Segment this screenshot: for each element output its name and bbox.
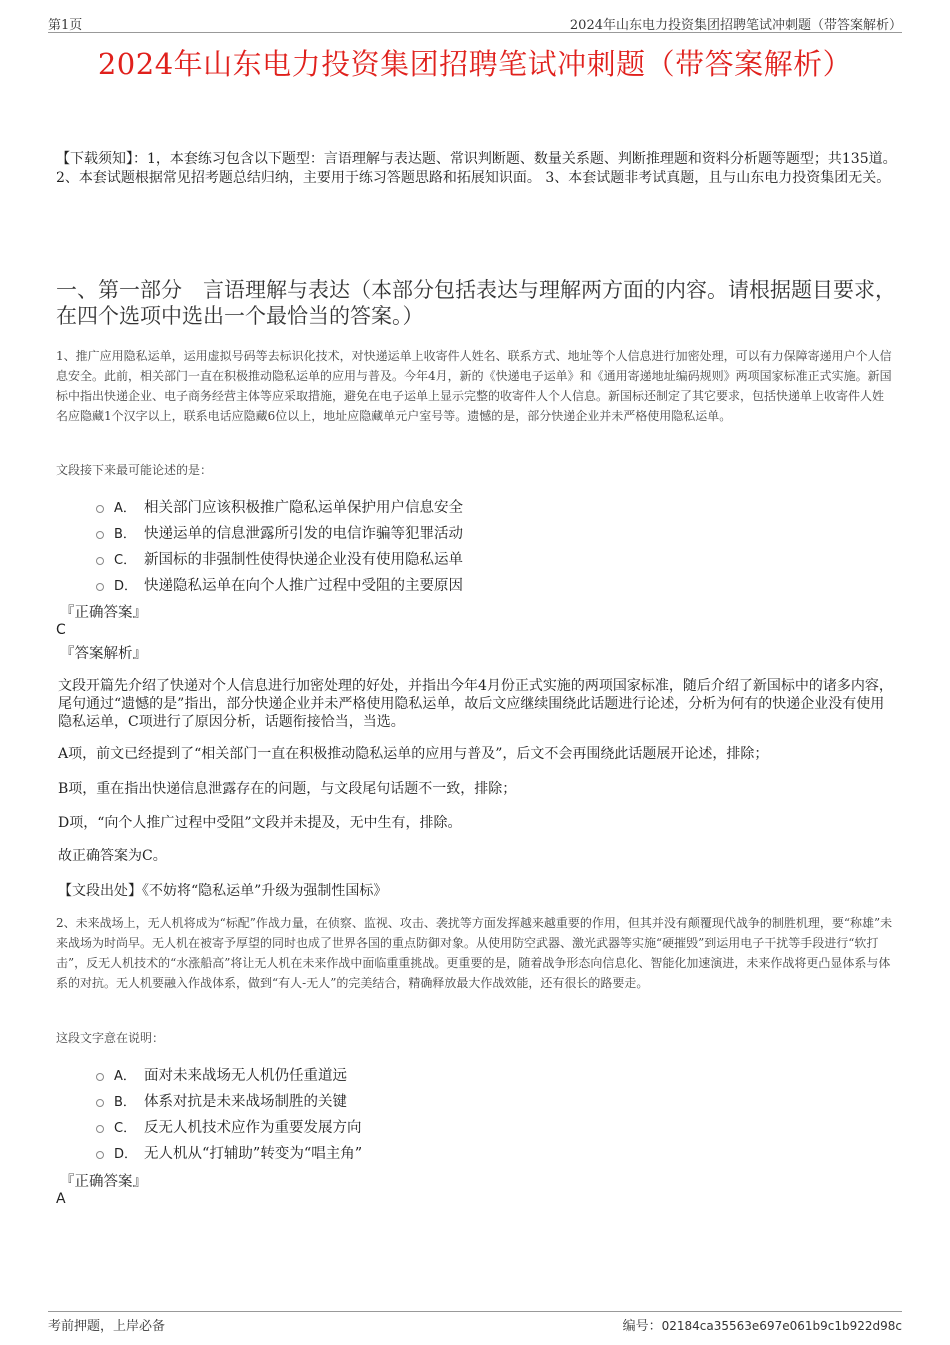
header-doc-title: 2024年山东电力投资集团招聘笔试冲刺题（带答案解析） (569, 18, 902, 33)
answer-value: A (56, 1191, 66, 1207)
radio-icon[interactable] (96, 1125, 104, 1133)
question-1-text: 1、推广应用隐私运单，运用虚拟号码等去标识化技术，对快递运单上收寄件人姓名、联系方式、地址等个人信息进行加密处理，可以有力保障寄递用户个人信息安全。此前，相关部门一直在积极推动隐私运单的应用与普及。今年4月，新的《快递电子运单》和《通用寄递地址编码规则》两项国家标准正式实施。新国标中指出快递企业、电子商务经营主体等应采取措施，避免在电子运单上显示完整的收寄件人个人信息。新国标还制定了其它要求，包括快递单上收寄件人姓名应隐藏1个汉字以上，联系电话应隐藏6位以上，地址应隐藏单元户室号等。遗憾的是，部分快递企业并未严格使用隐私运单。 (56, 349, 892, 423)
option-b[interactable]: B． 快递运单的信息泄露所引发的电信诈骗等犯罪活动 (96, 519, 796, 545)
page-number: 第1页 (48, 18, 83, 33)
footer-code: 编号：02184ca35563e697e061b9c1b922d98c (622, 1319, 902, 1334)
analysis-paragraph: B项，重在指出快递信息泄露存在的问题，与文段尾句话题不一致，排除； (58, 781, 517, 797)
radio-icon[interactable] (96, 1151, 104, 1159)
text-source: 【文段出处】《不妨将“隐私运单”升级为强制性国标》 (58, 883, 388, 899)
answer-label: 『正确答案』 (60, 1174, 147, 1190)
option-d[interactable]: D． 快递隐私运单在向个人推广过程中受阻的主要原因 (96, 571, 796, 597)
document-title: 2024年山东电力投资集团招聘笔试冲刺题（带答案解析） (97, 47, 853, 81)
section-title: 一、第一部分 言语理解与表达（本部分包括表达与理解两方面的内容。请根据题目要求，在四个选项中选出一个最恰当的答案。） (56, 278, 896, 328)
radio-icon[interactable] (96, 1073, 104, 1081)
option-a[interactable]: A． 相关部门应该积极推广隐私运单保护用户信息安全 (96, 493, 796, 519)
analysis-paragraph: 文段开篇先介绍了快递对个人信息进行加密处理的好处，并指出今年4月份正式实施的两项国家标准，随后介绍了新国标中的诸多内容，尾句通过“遗憾的是”指出，部分快递企业并未严格使用隐私运单，故后文应继续围绕此话题进行论述，分析为何有的快递企业没有使用隐私运单，C项进行了原因分析，话题衔接恰当，当选。 (58, 678, 893, 730)
footer-slogan: 考前押题，上岸必备 (48, 1319, 166, 1334)
answer-label: 『正确答案』 (60, 605, 147, 621)
page-header (48, 12, 902, 33)
analysis-paragraph: A项，前文已经提到了“相关部门一直在积极推动隐私运单的应用与普及”，后文不会再围绕此话题展开论述，排除； (58, 746, 769, 762)
question-1-prompt: 文段接下来最可能论述的是： (56, 463, 213, 477)
option-a[interactable]: A． 面对未来战场无人机仍任重道远 (96, 1061, 796, 1087)
download-notice: 【下载须知】：1，本套练习包含以下题型：言语理解与表达题、常识判断题、数量关系题、判断推理题和资料分析题等题型；共135道。 2、本套试题根据常见招考题总结归纳，主要用于练习答题思路和拓展知识面。 3、本套试题非考试真题，且与山东电力投资集团无关。 (56, 151, 897, 186)
option-c[interactable]: C． 反无人机技术应作为重要发展方向 (96, 1113, 796, 1139)
answer-value: C (56, 622, 66, 638)
radio-icon[interactable] (96, 1099, 104, 1107)
question-2-options (96, 1061, 796, 1165)
option-c[interactable]: C． 新国标的非强制性使得快递企业没有使用隐私运单 (96, 545, 796, 571)
page-footer (48, 1311, 902, 1334)
radio-icon[interactable] (96, 557, 104, 565)
analysis-conclusion: 故正确答案为C。 (58, 848, 167, 864)
option-b[interactable]: B． 体系对抗是未来战场制胜的关键 (96, 1087, 796, 1113)
question-2-prompt: 这段文字意在说明： (56, 1031, 165, 1045)
radio-icon[interactable] (96, 505, 104, 513)
option-d[interactable]: D． 无人机从“打辅助”转变为“唱主角” (96, 1139, 796, 1165)
analysis-label: 『答案解析』 (60, 646, 147, 662)
analysis-paragraph: D项，“向个人推广过程中受阻”文段并未提及，无中生有，排除。 (58, 815, 462, 831)
radio-icon[interactable] (96, 583, 104, 591)
question-1-options (96, 493, 796, 597)
question-2-text: 2、未来战场上，无人机将成为“标配”作战力量，在侦察、监视、攻击、袭扰等方面发挥越来越重要的作用，但其并没有颠覆现代战争的制胜机理，要“称雄”未来战场为时尚早。无人机在被寄予厚望的同时也成了世界各国的重点防御对象。从使用防空武器、激光武器等实施“硬摧毁”到运用电子干扰等手段进行“软打击”，反无人机技术的“水涨船高”将让无人机在未来作战中面临重重挑战。更重要的是，随着战争形态向信息化、智能化加速演进，未来作战将更凸显体系与体系的对抗。无人机要融入作战体系，做到“有人-无人”的完美结合，精确释放最大作战效能，还有很长的路要走。 (56, 916, 893, 990)
radio-icon[interactable] (96, 531, 104, 539)
